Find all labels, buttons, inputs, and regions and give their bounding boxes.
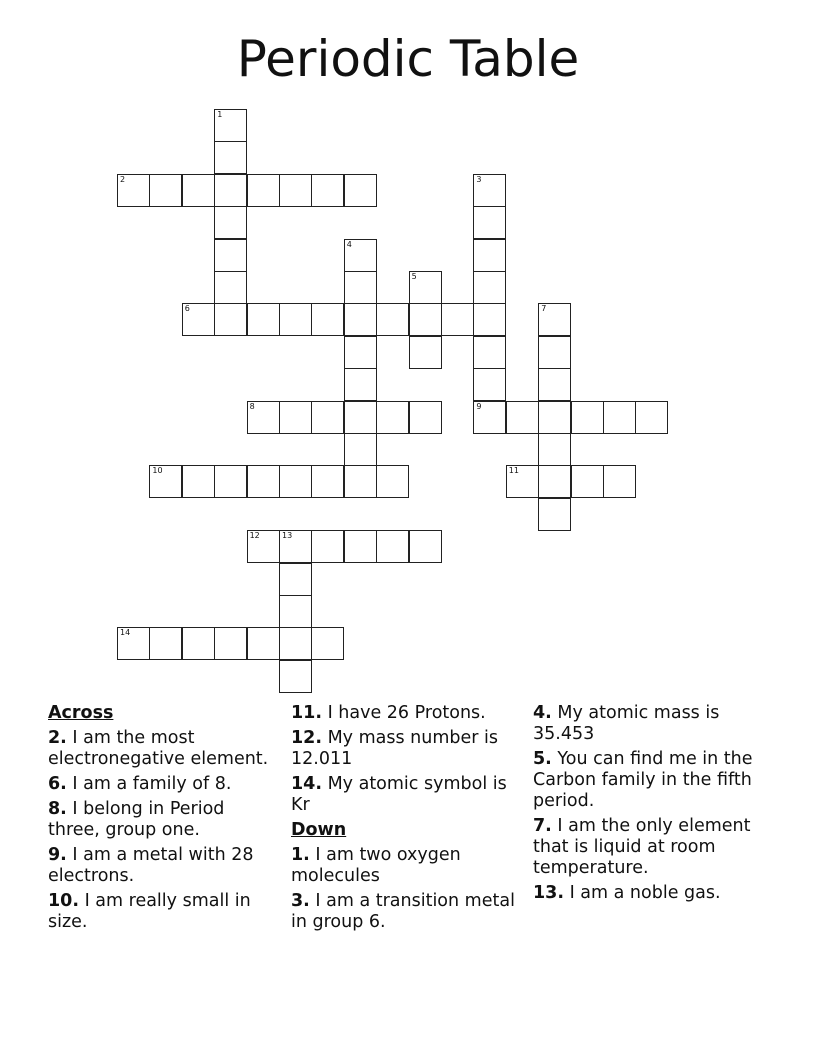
grid-cell[interactable] xyxy=(538,401,571,434)
grid-cell[interactable] xyxy=(376,530,409,563)
grid-cell[interactable] xyxy=(376,401,409,434)
grid-cell[interactable] xyxy=(344,174,377,207)
clues-column-3 xyxy=(533,703,763,908)
grid-cell[interactable] xyxy=(441,303,474,336)
grid-cell[interactable] xyxy=(214,271,247,304)
clues-column-2 xyxy=(291,703,521,937)
grid-cell[interactable] xyxy=(473,206,506,239)
grid-cell[interactable] xyxy=(311,174,344,207)
grid-cell[interactable] xyxy=(247,530,280,563)
clue-down-7: 7. I am the only element that is liquid at room temperature. xyxy=(533,816,751,878)
grid-cell[interactable] xyxy=(473,239,506,272)
grid-cell[interactable] xyxy=(279,465,312,498)
grid-cell[interactable] xyxy=(279,660,312,693)
grid-cell[interactable] xyxy=(506,465,539,498)
grid-cell[interactable] xyxy=(376,465,409,498)
grid-cell[interactable] xyxy=(311,465,344,498)
grid-cell[interactable] xyxy=(571,465,604,498)
grid-cell[interactable] xyxy=(473,303,506,336)
grid-cell[interactable] xyxy=(214,627,247,660)
grid-cell[interactable] xyxy=(117,627,150,660)
grid-cell[interactable] xyxy=(409,303,442,336)
grid-cell[interactable] xyxy=(117,174,150,207)
grid-cell[interactable] xyxy=(473,271,506,304)
grid-cell[interactable] xyxy=(409,401,442,434)
page-title: Periodic Table xyxy=(236,30,580,88)
grid-cell[interactable] xyxy=(473,401,506,434)
clue-across-11: 11. I have 26 Protons. xyxy=(291,703,486,723)
clue-number: 14 xyxy=(120,628,131,638)
grid-cell[interactable] xyxy=(344,530,377,563)
clue-number: 9 xyxy=(476,401,482,411)
grid-cell[interactable] xyxy=(344,336,377,369)
grid-cell[interactable] xyxy=(149,627,182,660)
clue-across-9: 9. I am a metal with 28 electrons. xyxy=(48,845,254,886)
clue-number: 7 xyxy=(541,304,547,314)
grid-cell[interactable] xyxy=(409,530,442,563)
grid-cell[interactable] xyxy=(214,141,247,174)
grid-cell[interactable] xyxy=(409,336,442,369)
grid-cell[interactable] xyxy=(473,336,506,369)
clue-down-5: 5. You can find me in the Carbon family in the fifth period. xyxy=(533,749,753,811)
grid-cell[interactable] xyxy=(603,465,636,498)
grid-cell[interactable] xyxy=(635,401,668,434)
grid-cell[interactable] xyxy=(247,627,280,660)
grid-cell[interactable] xyxy=(279,401,312,434)
clue-across-14: 14. My atomic symbol is Kr xyxy=(291,774,507,815)
grid-cell[interactable] xyxy=(149,465,182,498)
grid-cell[interactable] xyxy=(214,239,247,272)
clue-down-3: 3. I am a transition metal in group 6. xyxy=(291,891,515,932)
grid-cell[interactable] xyxy=(344,239,377,272)
clue-across-8: 8. I belong in Period three, group one. xyxy=(48,799,225,840)
grid-cell[interactable] xyxy=(344,465,377,498)
grid-cell[interactable] xyxy=(279,530,312,563)
grid-cell[interactable] xyxy=(311,530,344,563)
across-heading: Across xyxy=(48,703,114,723)
grid-cell[interactable] xyxy=(506,401,539,434)
clue-number: 8 xyxy=(249,401,255,411)
grid-cell[interactable] xyxy=(247,401,280,434)
clue-number: 1 xyxy=(217,110,223,119)
grid-cell[interactable] xyxy=(344,271,377,304)
grid-cell[interactable] xyxy=(409,271,442,304)
down-heading: Down xyxy=(291,820,347,840)
grid-cell[interactable] xyxy=(279,595,312,628)
clue-number: 6 xyxy=(184,304,190,314)
grid-cell[interactable] xyxy=(182,303,215,336)
grid-cell[interactable] xyxy=(538,465,571,498)
grid-cell[interactable] xyxy=(214,206,247,239)
clue-number: 13 xyxy=(282,531,293,541)
grid-cell[interactable] xyxy=(214,174,247,207)
grid-cell[interactable] xyxy=(311,303,344,336)
grid-cell[interactable] xyxy=(538,433,571,466)
grid-cell[interactable] xyxy=(311,627,344,660)
grid-cell[interactable] xyxy=(311,401,344,434)
grid-cell[interactable] xyxy=(376,303,409,336)
clue-number: 5 xyxy=(411,272,417,281)
grid-cell[interactable] xyxy=(344,368,377,401)
clue-number: 10 xyxy=(152,466,163,476)
grid-cell[interactable] xyxy=(538,336,571,369)
grid-cell[interactable] xyxy=(344,433,377,466)
grid-cell[interactable] xyxy=(279,174,312,207)
clue-across-10: 10. I am really small in size. xyxy=(48,891,251,932)
clue-number: 3 xyxy=(476,174,482,184)
grid-cell[interactable] xyxy=(214,109,247,142)
clue-number: 2 xyxy=(120,174,126,184)
grid-cell[interactable] xyxy=(344,303,377,336)
grid-cell[interactable] xyxy=(149,174,182,207)
clue-number: 4 xyxy=(346,239,352,249)
clues-column-1 xyxy=(48,703,273,937)
grid-cell[interactable] xyxy=(182,627,215,660)
grid-cell[interactable] xyxy=(538,498,571,531)
grid-cell[interactable] xyxy=(214,303,247,336)
grid-cell[interactable] xyxy=(182,465,215,498)
grid-cell[interactable] xyxy=(344,401,377,434)
clue-number: 12 xyxy=(249,531,260,541)
grid-cell[interactable] xyxy=(538,303,571,336)
grid-cell[interactable] xyxy=(247,465,280,498)
clue-number: 11 xyxy=(508,466,519,476)
clue-down-4: 4. My atomic mass is 35.453 xyxy=(533,703,720,744)
grid-cell[interactable] xyxy=(214,465,247,498)
grid-cell[interactable] xyxy=(473,368,506,401)
grid-cell[interactable] xyxy=(473,174,506,207)
clue-across-6: 6. I am a family of 8. xyxy=(48,774,232,794)
clue-across-12: 12. My mass number is 12.011 xyxy=(291,728,499,769)
grid-cell[interactable] xyxy=(279,627,312,660)
grid-cell[interactable] xyxy=(247,303,280,336)
grid-cell[interactable] xyxy=(571,401,604,434)
clue-across-2: 2. I am the most electronegative element. xyxy=(48,728,269,769)
grid-cell[interactable] xyxy=(279,563,312,596)
grid-cell[interactable] xyxy=(603,401,636,434)
clue-down-1: 1. I am two oxygen molecules xyxy=(291,845,461,886)
grid-cell[interactable] xyxy=(247,174,280,207)
grid-cell[interactable] xyxy=(182,174,215,207)
clue-down-13: 13. I am a noble gas. xyxy=(533,883,721,903)
grid-cell[interactable] xyxy=(538,368,571,401)
grid-cell[interactable] xyxy=(279,303,312,336)
